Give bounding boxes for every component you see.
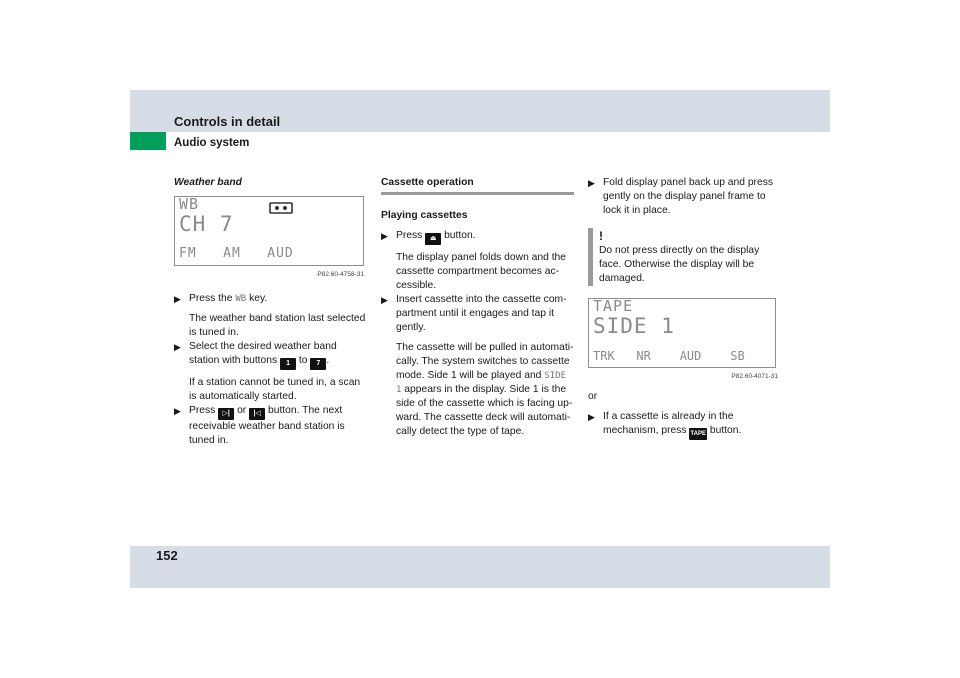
column-cassette-continued [588,176,780,446]
display-line-side: SIDE 1 [593,314,675,338]
figure-code: P82.60-4071-31 [731,373,778,380]
bullet-arrow-icon: ▶ [588,178,595,188]
side-1-display-text: SIDE 1 [396,371,566,395]
weather-band-display [174,196,364,266]
column-cassette-operation [381,176,574,439]
warning-note [588,228,780,286]
wb-key: WB [235,294,247,304]
bullet-arrow-icon: ▶ [588,412,595,422]
step-result: The weather band station last selected is tuned in. [189,313,366,338]
step-insert-cassette: ▶ Insert cassette into the cassette com-partment until it engages and tap it gently. [381,294,567,333]
section-title: Cassette operation [381,177,474,188]
display-line-bands: FM AM AUD [179,246,294,261]
bullet-arrow-icon: ▶ [174,406,181,416]
tape-key-icon: TAPE [689,428,707,440]
warning-icon: ! [599,229,603,243]
or-text: or [588,391,598,402]
section-tab [130,132,166,150]
step-press-wb: ▶ Press the WB key. [174,293,268,304]
cassette-icon [269,202,293,218]
bullet-arrow-icon: ▶ [174,342,181,352]
eject-icon: ⏏ [425,233,441,245]
bullet-arrow-icon: ▶ [381,231,388,241]
tape-display [588,298,776,368]
figure-code: P82.60-4758-31 [317,271,364,278]
step-result: The display panel folds down and the cassette compartment becomes ac-cessible. [396,252,567,291]
section-rule [381,192,574,195]
step-result: The cassette will be pulled in automati-cally. The system switches to cassette mode. Side 1 will be played and SIDE 1 appears in the display. Side 1 is the side of the cassette which is facing up-ward. The cassette deck will automati-cally detect the type of tape. [396,342,574,437]
bullet-arrow-icon: ▶ [174,294,181,304]
seek-forward-icon: ▷| [218,408,234,420]
display-line-wb: WB [179,195,200,213]
step-press-eject: ▶ Press ⏏ button. [381,229,574,245]
step-seek: ▶ Press ▷| or |◁ button. The next receivable weather band station is tuned in. [174,405,345,446]
weather-band-heading: Weather band [174,177,242,188]
step-select-station: ▶ Select the desired weather band station with buttons 1 to 7 . [174,340,369,370]
key-7-icon: 7 [310,358,326,370]
bullet-arrow-icon: ▶ [381,295,388,305]
step-result: If a station cannot be tuned in, a scan is automatically started. [189,377,361,402]
key-1-icon: 1 [280,358,296,370]
header-subtitle: Audio system [174,137,250,149]
column-weather-band [174,176,369,454]
header-title: Controls in detail [174,114,281,129]
display-line-modes: TRK NR AUD SB [593,349,745,363]
display-line-channel: CH 7 [179,212,234,236]
step-press-tape: ▶ If a cassette is already in the mechanism, press TAPE button. [588,410,780,440]
step-fold-panel: ▶ Fold display panel back up and press gently on the display panel frame to lock it in place. [588,177,774,216]
playing-cassettes-heading: Playing cassettes [381,210,468,221]
page-number: 152 [156,548,178,563]
warning-text: Do not press directly on the display face. Otherwise the display will be damaged. [599,245,760,284]
seek-back-icon: |◁ [249,408,265,420]
display-line-tape: TAPE [593,297,634,315]
footer-band [130,546,830,588]
